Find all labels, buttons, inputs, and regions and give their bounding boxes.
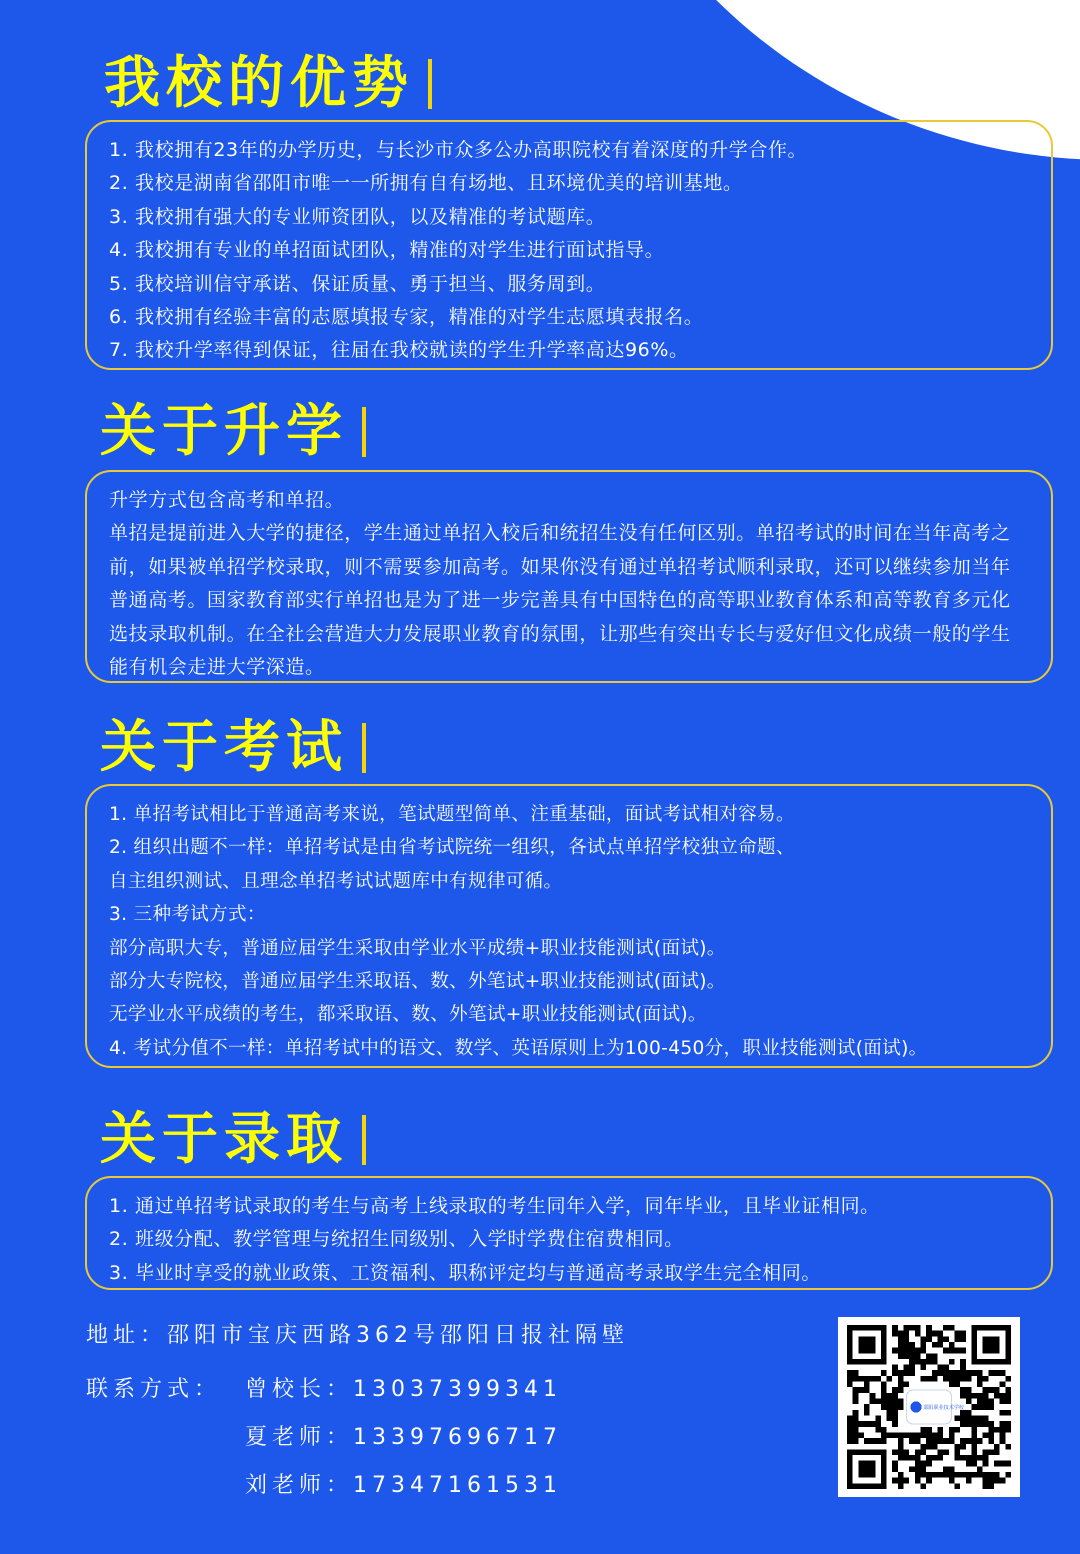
enrollment-item: 2. 班级分配、教学管理与统招生同级别、入学时学费住宿费相同。 <box>109 1228 684 1251</box>
heading-divider-bar <box>362 407 366 457</box>
phone-number[interactable]: 13397696717 <box>353 1425 562 1450</box>
exam-item: 4. 考试分值不一样：单招考试中的语文、数学、英语原则上为100-450分，职业技能测试(面试)。 <box>109 1037 928 1059</box>
exam-item: 无学业水平成绩的考生，都采取语、数、外笔试+职业技能测试(面试)。 <box>109 1004 707 1026</box>
contact-person-2 <box>245 1420 562 1451</box>
exam-item: 3. 三种考试方式： <box>109 904 266 926</box>
exam-item: 2. 组织出题不一样：单招考试是由省考试院统一组织，各试点单招学校独立命题、 <box>109 837 795 859</box>
advantages-panel <box>85 120 1053 370</box>
paragraph: 升学方式包含高考和单招。 <box>109 489 345 511</box>
heading-divider-bar <box>362 723 366 773</box>
exam-item: 1. 单招考试相比于普通高考来说，笔试题型简单、注重基础，面试考试相对容易。 <box>109 804 795 825</box>
advantage-item: 2. 我校是湖南省邵阳市唯一一所拥有自有场地、且环境优美的培训基地。 <box>109 172 743 195</box>
exam-item: 自主组织测试、且理念单招考试试题库中有规律可循。 <box>109 870 563 892</box>
admission-path-panel <box>85 470 1053 683</box>
enrollment-panel <box>85 1176 1053 1290</box>
qr-logo-mark <box>910 1401 921 1412</box>
section-heading-enrollment <box>100 1107 366 1172</box>
contact-name: 夏老师： <box>245 1425 354 1450</box>
enrollment-item: 3. 毕业时享受的就业政策、工资福利、职称评定均与普通高考录取学生完全相同。 <box>109 1261 821 1284</box>
qr-logo-text <box>923 1404 965 1411</box>
qr-code-graphic <box>846 1325 1012 1489</box>
paragraph: 单招是提前进入大学的捷径，学生通过单招入校后和统招生没有任何区别。单招考试的时间在当年高考之前，如果被单招学校录取，则不需要参加高考。如果你没有通过单招考试顺利录取，还可以继续参加当年普通高考。国家教育部实行单招也是为了进一步完善具有中国特色的高等职业教育体系和高等教育多元化选技录取机制。在全社会营造大力发展职业教育的氛围，让那些有突出专长与爱好但文化成绩一般的学生能有机会走进大学深造。 <box>109 522 1011 679</box>
section-heading-text: 关于录取 <box>100 1107 348 1172</box>
exam-item: 部分大专院校，普通应届学生采取语、数、外笔试+职业技能测试(面试)。 <box>109 971 726 993</box>
section-heading-admission-path <box>100 399 366 464</box>
contact-person-3 <box>245 1468 562 1499</box>
contact-name: 曾校长： <box>245 1377 354 1402</box>
section-heading-text: 关于考试 <box>100 715 348 780</box>
advantage-item: 5. 我校培训信守承诺、保证质量、勇于担当、服务周到。 <box>109 272 606 295</box>
phone-number[interactable]: 17347161531 <box>353 1473 562 1498</box>
advantage-item: 6. 我校拥有经验丰富的志愿填报专家，精准的对学生志愿填表报名。 <box>109 306 704 329</box>
phone-number[interactable]: 13037399341 <box>353 1377 562 1402</box>
advantage-item: 1. 我校拥有23年的办学历史，与长沙市众多公办高职院校有着深度的升学合作。 <box>109 139 808 161</box>
advantage-item: 4. 我校拥有专业的单招面试团队，精准的对学生进行面试指导。 <box>109 239 665 262</box>
advantage-item: 7. 我校升学率得到保证，往届在我校就读的学生升学率高达96%。 <box>109 339 689 362</box>
contact-label: 联系方式： <box>86 1377 222 1402</box>
exam-item: 部分高职大专，普通应届学生采取由学业水平成绩+职业技能测试(面试)。 <box>109 937 726 959</box>
address-text: 地址：邵阳市宝庆西路362号邵阳日报社隔壁 <box>86 1323 629 1348</box>
section-heading-advantages <box>104 51 432 116</box>
exam-panel <box>85 784 1053 1068</box>
heading-divider-bar <box>428 59 432 109</box>
section-heading-exam <box>100 715 366 780</box>
section-heading-text: 我校的优势 <box>104 51 414 116</box>
contact-name: 刘老师： <box>245 1473 354 1498</box>
advantage-item: 3. 我校拥有强大的专业师资团队，以及精准的考试题库。 <box>109 205 606 228</box>
enrollment-item: 1. 通过单招考试录取的考生与高考上线录取的考生同年入学，同年毕业，且毕业证相同。 <box>109 1195 880 1217</box>
contact-person-1 <box>245 1372 562 1403</box>
section-heading-text: 关于升学 <box>100 399 348 464</box>
qr-code-icon[interactable] <box>838 1317 1020 1497</box>
heading-divider-bar <box>362 1115 366 1165</box>
